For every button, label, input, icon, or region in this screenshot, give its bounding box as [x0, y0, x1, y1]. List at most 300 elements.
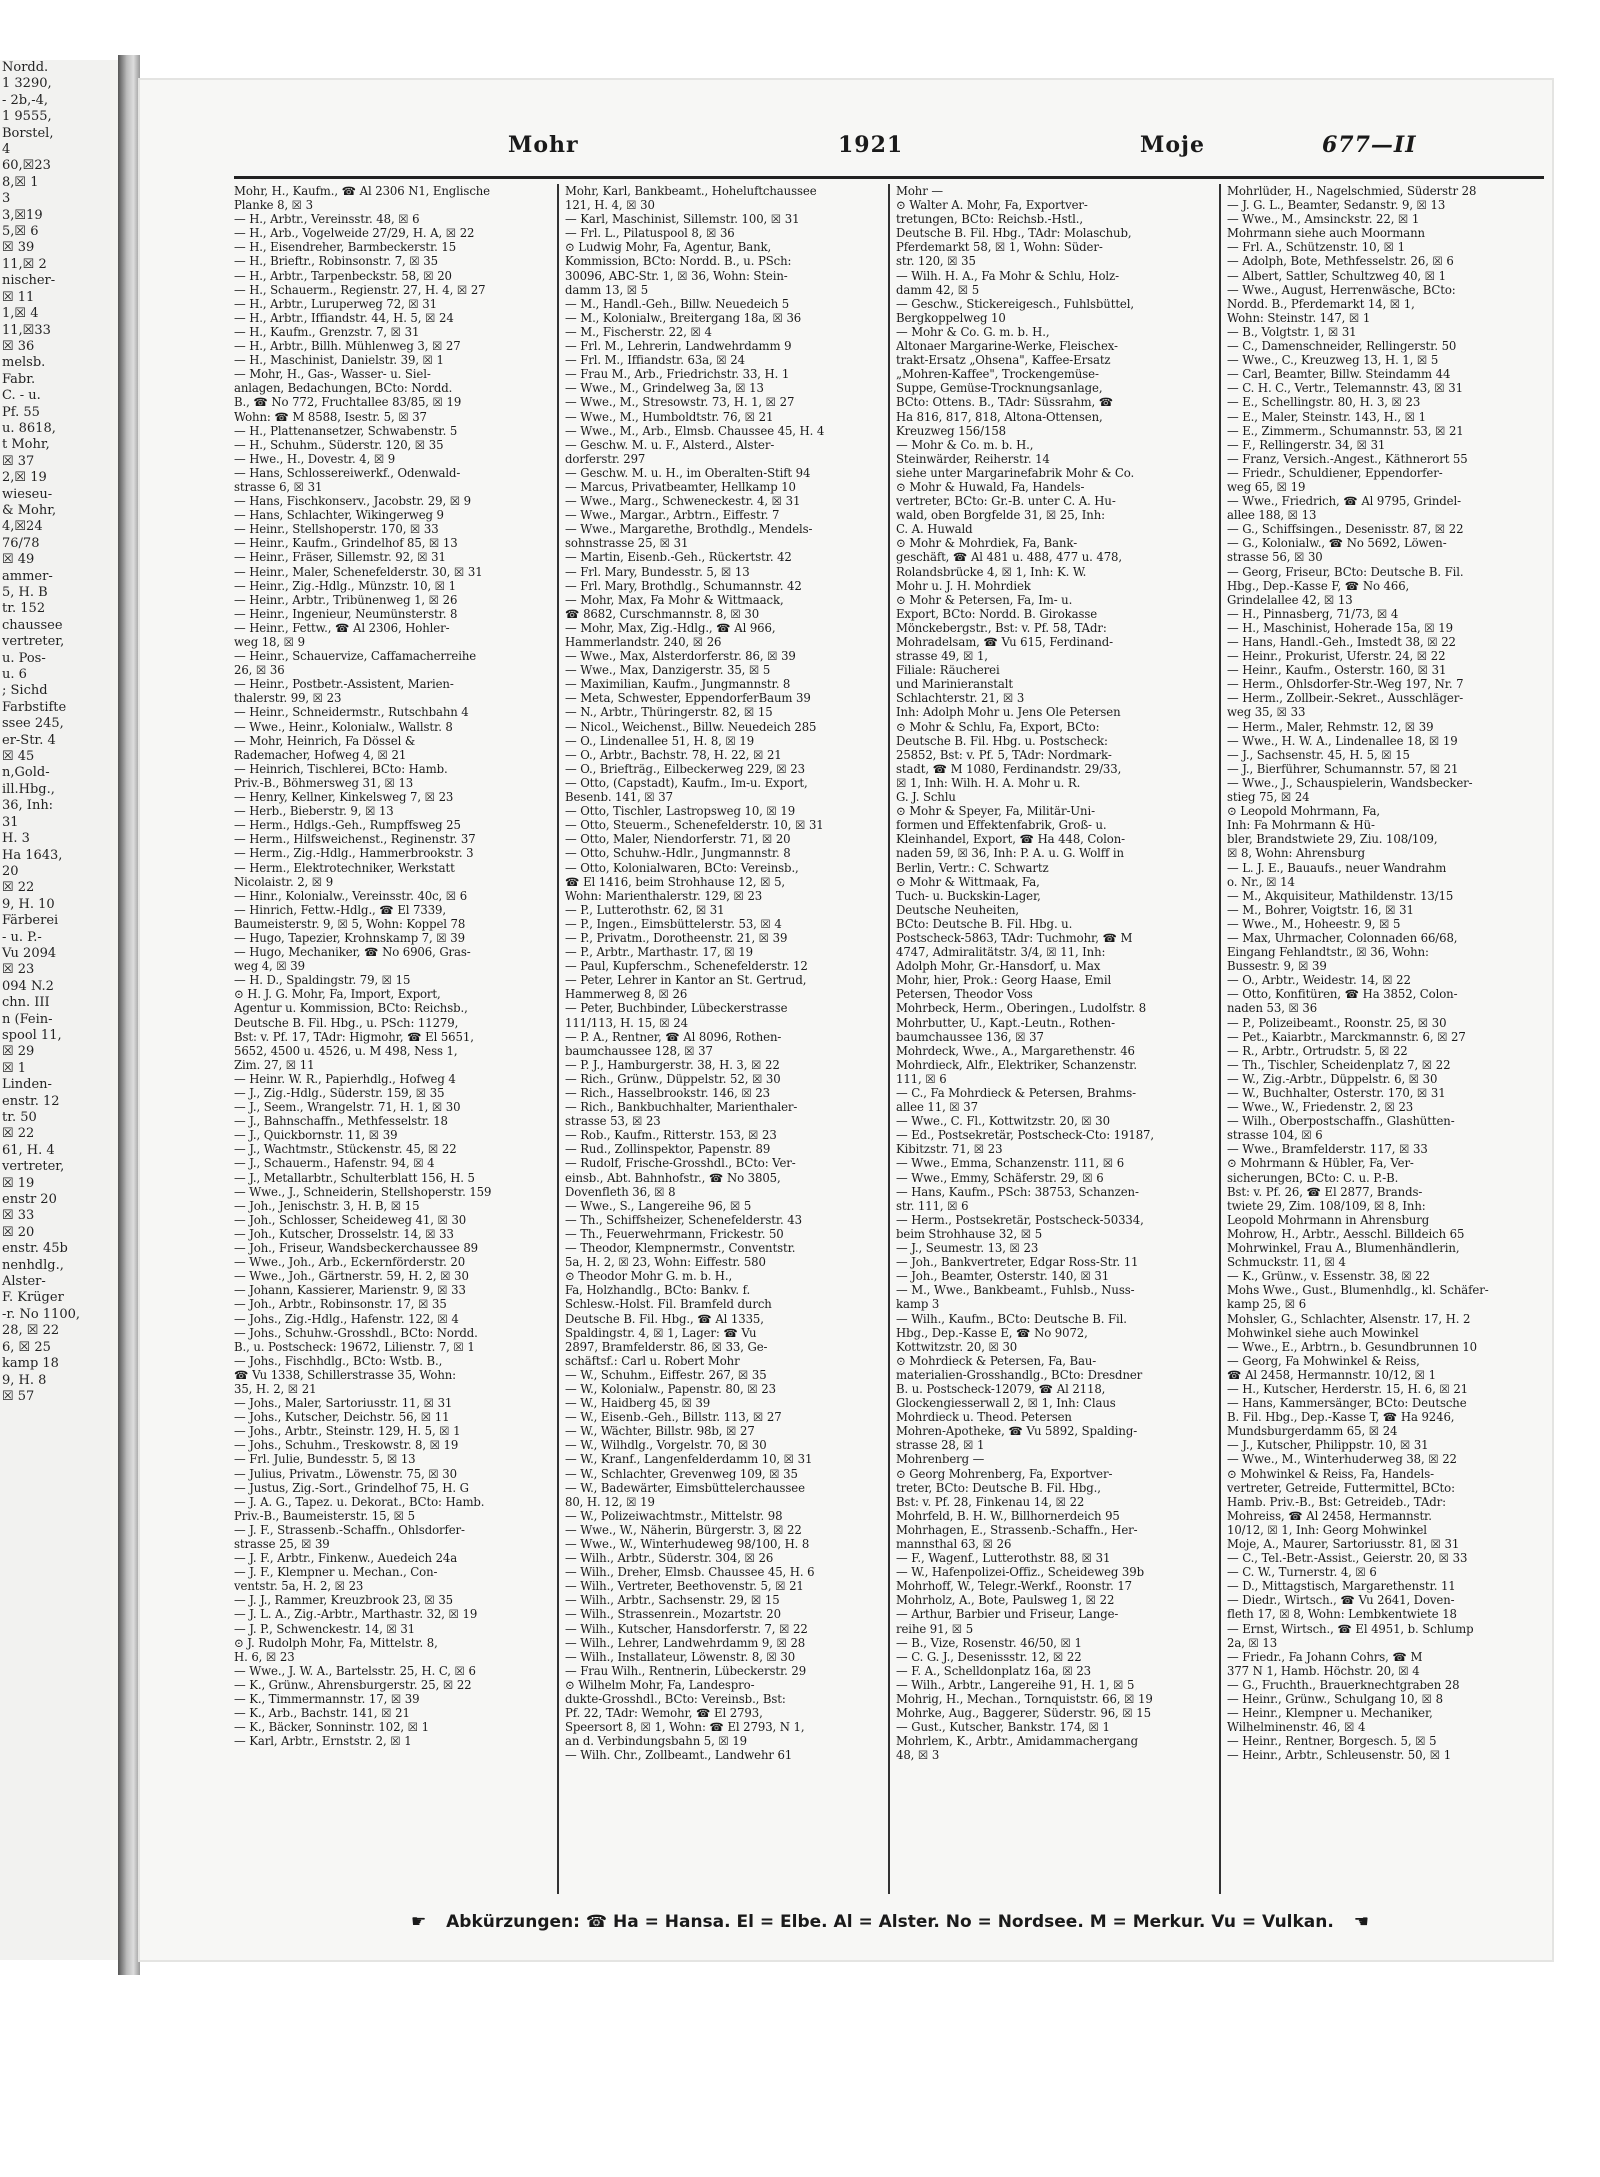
- directory-entry-line: ⊙ Mohr & Huwald, Fa, Handels-: [896, 479, 1085, 494]
- left-page-text-fragment: ☒ 45: [2, 749, 35, 765]
- directory-entry-line: — Herm., Ohlsdorfer-Str.-Weg 197, Nr. 7: [1227, 677, 1464, 692]
- directory-entry-line: — Karl, Maschinist, Sillemstr. 100, ☒ 31: [565, 212, 800, 227]
- directory-entry-line: B., ☎ No 772, Fruchtallee 83/85, ☒ 19: [234, 395, 462, 410]
- directory-entry-line: baumchaussee 128, ☒ 37: [565, 1043, 713, 1058]
- directory-entry-line: — Otto, Kolonialwaren, BCto: Vereinsb.,: [565, 860, 799, 875]
- directory-entry-line: — J. F., Klempner u. Mechan., Con-: [234, 1565, 438, 1580]
- directory-entry-line: — Albert, Sattler, Schultzweg 40, ☒ 1: [1227, 268, 1446, 283]
- directory-entry-line: — Geschw., Stickereigesch., Fuhlsbüttel,: [896, 296, 1135, 311]
- directory-entry-line: — C., Tel.-Betr.-Assist., Geierstr. 20, ☒ 33: [1227, 1551, 1468, 1566]
- left-page-text-fragment: u. 6: [2, 667, 27, 683]
- directory-entry-line: — M., Fischerstr. 22, ☒ 4: [565, 324, 712, 339]
- directory-entry-line: — Wwe., C. Fl., Kottwitzstr. 20, ☒ 30: [896, 1114, 1110, 1129]
- directory-entry-line: 377 N 1, Hamb. Höchstr. 20, ☒ 4: [1227, 1663, 1420, 1678]
- left-page-text-fragment: nischer-: [2, 273, 56, 289]
- directory-entry-line: fleth 17, ☒ 8, Wohn: Lembkentwiete 18: [1227, 1607, 1457, 1622]
- directory-entry-line: ⊙ Georg Mohrenberg, Fa, Exportver-: [896, 1466, 1113, 1481]
- directory-entry-line: Grindelallee 42, ☒ 13: [1227, 592, 1353, 607]
- left-page-text-fragment: ☒ 39: [2, 240, 35, 256]
- directory-entry-line: — Hans, Kammersänger, BCto: Deutsche: [1227, 1396, 1467, 1411]
- left-page-text-fragment: 60,☒23: [2, 158, 51, 174]
- directory-entry-line: — Justus, Zig.-Sort., Grindelhof 75, H. G: [234, 1480, 469, 1495]
- left-page-text-fragment: u. Pos-: [2, 650, 46, 666]
- directory-entry-line: Mohr, hier, Prok.: Georg Haase, Emil: [896, 973, 1112, 988]
- column-divider: [1219, 184, 1221, 1894]
- directory-entry-line: ☎ El 1416, beim Strohhause 12, ☒ 5,: [565, 874, 786, 889]
- directory-entry-line: dukte-Grosshdl., BCto: Vereinsb., Bst:: [565, 1692, 786, 1707]
- directory-entry-line: — Heinr., Schauervize, Caffamacherreihe: [234, 649, 477, 664]
- directory-entry-line: — J., Bierführer, Schumannstr. 57, ☒ 21: [1227, 761, 1459, 776]
- directory-entry-line: — Otto, Schuhw.-Hdlr., Jungmannstr. 8: [565, 846, 791, 861]
- directory-entry-line: 5652, 4500 u. 4526, u. M 498, Ness 1,: [234, 1043, 458, 1058]
- directory-column-3: [896, 184, 1212, 1904]
- directory-entry-line: str. 111, ☒ 6: [896, 1198, 969, 1213]
- directory-entry-line: — Th., Schiffsheizer, Schenefelderstr. 43: [565, 1212, 802, 1227]
- directory-entry-line: — Joh., Bankvertreter, Edgar Ross-Str. 11: [896, 1255, 1139, 1270]
- directory-entry-line: — J. G. L., Beamter, Sedanstr. 9, ☒ 13: [1227, 198, 1446, 213]
- directory-entry-line: B. u. Postscheck-12079, ☎ Al 2118,: [896, 1381, 1106, 1396]
- directory-entry-line: — Hwe., H., Dovestr. 4, ☒ 9: [234, 451, 396, 466]
- directory-entry-line: — Rich., Grünw., Düppelstr. 52, ☒ 30: [565, 1071, 781, 1086]
- directory-entry-line: — E., Schellingstr. 80, H. 3, ☒ 23: [1227, 395, 1421, 410]
- directory-entry-line: — Rich., Bankbuchhalter, Marienthaler-: [565, 1100, 798, 1115]
- directory-entry-line: ventstr. 5a, H. 2, ☒ 23: [234, 1579, 364, 1594]
- left-page-text-fragment: Alster-: [2, 1274, 46, 1290]
- directory-entry-line: — Hugo, Mechaniker, ☎ No 6906, Gras-: [234, 945, 471, 960]
- header-year: 1921: [838, 132, 904, 158]
- directory-entry-line: — J. L. A., Zig.-Arbtr., Marthastr. 32, ☒ 19: [234, 1607, 478, 1622]
- left-page-text-fragment: ☒ 33: [2, 1208, 35, 1224]
- directory-entry-line: — Frl. Mary, Bundesstr. 5, ☒ 13: [565, 564, 750, 579]
- directory-entry-line: — Wilh., Kaufm., BCto: Deutsche B. Fil.: [896, 1311, 1127, 1326]
- directory-entry-line: — W., Eisenb.-Geh., Billstr. 113, ☒ 27: [565, 1410, 782, 1425]
- directory-entry-line: Priv.-B., Baumeisterstr. 15, ☒ 5: [234, 1508, 415, 1523]
- directory-entry-line: — H., Arbtr., Iffiandstr. 44, H. 5, ☒ 24: [234, 310, 454, 325]
- directory-entry-line: Mohr, Karl, Bankbeamt., Hoheluftchaussee: [565, 184, 817, 198]
- directory-entry-line: allee 11, ☒ 37: [896, 1100, 978, 1115]
- directory-entry-line: — Franz, Versich.-Angest., Käthnerort 55: [1227, 451, 1468, 466]
- directory-entry-line: ☎ Al 2458, Hermannstr. 10/12, ☒ 1: [1227, 1367, 1437, 1382]
- directory-entry-line: — P., Privatm., Dorotheenstr. 21, ☒ 39: [565, 930, 788, 945]
- pointing-hand-left-icon: ☛: [410, 1912, 427, 1932]
- directory-entry-line: — Wwe., Joh., Gärtnerstr. 59, H. 2, ☒ 30: [234, 1269, 469, 1284]
- directory-entry-line: Inh: Fa Mohrmann & Hü-: [1227, 818, 1375, 833]
- directory-entry-line: — Wilh., Dreher, Elmsb. Chaussee 45, H. 6: [565, 1565, 815, 1580]
- left-page-text-fragment: n,Gold-: [2, 765, 50, 781]
- left-page-text-fragment: ☒ 23: [2, 962, 35, 978]
- directory-entry-line: — W., Kolonialw., Papenstr. 80, ☒ 23: [565, 1381, 776, 1396]
- directory-entry-line: Hammerlandstr. 240, ☒ 26: [565, 635, 722, 649]
- directory-entry-line: — P., Lutterothstr. 62, ☒ 31: [565, 902, 725, 917]
- directory-entry-line: — W., Hafenpolizei-Offiz., Scheideweg 39b: [896, 1565, 1144, 1580]
- directory-entry-line: Kleinhandel, Export, ☎ Ha 448, Colon-: [896, 832, 1126, 847]
- directory-entry-line: — Rudolf, Frische-Grosshdl., BCto: Ver-: [565, 1156, 796, 1171]
- directory-entry-line: Mohrow, H., Arbtr., Aesschl. Billdeich 65: [1227, 1226, 1465, 1241]
- directory-entry-line: ⊙ Mohr & Schlu, Fa, Export, BCto:: [896, 719, 1100, 734]
- directory-entry-line: Bergkoppelweg 10: [896, 310, 1006, 325]
- directory-entry-line: Kibitzstr. 71, ☒ 23: [896, 1142, 1003, 1157]
- left-page-text-fragment: Borstel,: [2, 125, 54, 141]
- directory-entry-line: — W., Zig.-Arbtr., Düppelstr. 6, ☒ 30: [1227, 1071, 1438, 1086]
- left-page-text-fragment: 9, H. 10: [2, 896, 55, 912]
- directory-entry-line: — Theodor, Klempnermstr., Conventstr.: [565, 1241, 796, 1256]
- directory-entry-line: Mohrholz, A., Bote, Paulsweg 1, ☒ 22: [896, 1593, 1115, 1608]
- directory-entry-line: — B., Vize, Rosenstr. 46/50, ☒ 1: [896, 1635, 1082, 1650]
- directory-entry-line: wald, oben Borgfelde 31, ☒ 25, Inh:: [896, 508, 1105, 523]
- left-page-text-fragment: ☒ 20: [2, 1224, 35, 1240]
- directory-entry-line: Mohrbeck, Herm., Oberingen., Ludolfstr. 8: [896, 1001, 1147, 1016]
- directory-entry-line: — Hinr., Kolonialw., Vereinsstr. 40c, ☒ 6: [234, 888, 468, 903]
- directory-entry-line: Mohrhagen, E., Strassenb.-Schaffn., Her-: [896, 1522, 1138, 1537]
- directory-entry-line: — E., Maler, Steinstr. 143, H., ☒ 1: [1227, 409, 1426, 424]
- directory-entry-line: — J., Schauerm., Hafenstr. 94, ☒ 4: [234, 1156, 435, 1171]
- directory-entry-line: allee 188, ☒ 13: [1227, 508, 1317, 523]
- pointing-hand-right-icon: ☚: [1353, 1912, 1370, 1932]
- directory-page: [140, 80, 1552, 1960]
- left-page-text-fragment: Farbstifte: [2, 699, 67, 715]
- left-page-text-fragment: ill.Hbg.,: [2, 781, 55, 797]
- directory-entry-line: — Mohr, Max, Zig.-Hdlg., ☎ Al 966,: [565, 620, 776, 635]
- directory-entry-line: stadt, ☎ M 1080, Ferdinandstr. 29/33,: [896, 761, 1122, 776]
- directory-entry-line: Mohr —: [896, 184, 943, 198]
- directory-entry-line: str. 120, ☒ 35: [896, 254, 976, 269]
- directory-entry-line: — J., Kutscher, Philippstr. 10, ☒ 31: [1227, 1438, 1429, 1453]
- directory-entry-line: ⊙ Wilhelm Mohr, Fa, Landespro-: [565, 1677, 755, 1692]
- directory-entry-line: — Wwe., Margarethe, Brothdlg., Mendels-: [565, 522, 813, 537]
- directory-entry-line: Rademacher, Hofweg 4, ☒ 21: [234, 747, 407, 762]
- column-divider: [888, 184, 890, 1894]
- directory-entry-line: Steinwärder, Reiherstr. 14: [896, 451, 1050, 466]
- left-page-text-fragment: ssee 245,: [2, 716, 64, 732]
- directory-entry-line: ⊙ Mohr & Speyer, Fa, Militär-Uni-: [896, 804, 1095, 819]
- directory-entry-line: — Heinr., Schneidermstr., Rutschbahn 4: [234, 705, 469, 720]
- directory-entry-line: — R., Arbtr., Ortrudstr. 5, ☒ 22: [1227, 1043, 1408, 1058]
- directory-entry-line: — Geschw. M. u. F., Alsterd., Alster-: [565, 437, 775, 452]
- directory-entry-line: damm 42, ☒ 5: [896, 282, 980, 297]
- directory-entry-line: Planke 8, ☒ 3: [234, 198, 314, 213]
- directory-entry-line: — Herm., Maler, Rehmstr. 12, ☒ 39: [1227, 719, 1434, 734]
- directory-entry-line: — Herm., Zollbeir.-Sekret., Ausschläger-: [1227, 691, 1464, 706]
- directory-entry-line: C. A. Huwald: [896, 522, 973, 537]
- directory-entry-line: kamp 25, ☒ 6: [1227, 1297, 1307, 1312]
- directory-entry-line: — J., Seem., Wrangelstr. 71, H. 1, ☒ 30: [234, 1100, 461, 1115]
- directory-entry-line: damm 13, ☒ 5: [565, 282, 649, 297]
- left-page-text-fragment: Ha 1643,: [2, 847, 63, 863]
- book-binding-gutter: [118, 55, 140, 1975]
- directory-entry-line: Deutsche B. Fil. Hbg., u. PSch: 11279,: [234, 1015, 459, 1030]
- directory-entry-line: — Heinr., Arbtr., Tribünenweg 1, ☒ 26: [234, 592, 458, 607]
- directory-entry-line: 25852, Bst: v. Pf. 5, TAdr: Nordmark-: [896, 747, 1112, 762]
- directory-entry-line: — W., Wilhdlg., Vorgelstr. 70, ☒ 30: [565, 1438, 767, 1453]
- directory-entry-line: ⊙ Mohwinkel & Reiss, Fa, Handels-: [1227, 1466, 1434, 1481]
- directory-entry-line: Eingang Fehlandtstr., ☒ 36, Wohn:: [1227, 945, 1429, 960]
- directory-entry-line: — Frau Wilh., Rentnerin, Lübeckerstr. 29: [565, 1663, 807, 1678]
- directory-entry-line: — H., Kaufm., Grenzstr. 7, ☒ 31: [234, 324, 420, 339]
- directory-entry-line: 111, ☒ 6: [896, 1071, 947, 1086]
- directory-entry-line: Wilhelminenstr. 46, ☒ 4: [1227, 1720, 1366, 1735]
- directory-entry-line: — P., Polizeibeamt., Roonstr. 25, ☒ 30: [1227, 1015, 1447, 1030]
- directory-entry-line: sicherungen, BCto: C. u. P.-B.: [1227, 1170, 1399, 1185]
- left-page-text-fragment: u. 8618,: [2, 420, 56, 436]
- directory-column-2: [565, 184, 881, 1904]
- directory-entry-line: — Heinr., Fettw., ☎ Al 2306, Hohler-: [234, 620, 450, 635]
- directory-entry-line: — Wwe., M., Stresowstr. 73, H. 1, ☒ 27: [565, 395, 795, 410]
- directory-entry-line: trakt-Ersatz „Ohsena", Kaffee-Ersatz: [896, 353, 1111, 368]
- directory-entry-line: — Rud., Zollinspektor, Papenstr. 89: [565, 1142, 771, 1157]
- directory-entry-line: Mohrhoff, W., Telegr.-Werkf., Roonstr. 17: [896, 1579, 1133, 1594]
- left-page-text-fragment: ☒ 22: [2, 880, 35, 896]
- directory-entry-line: — Heinr., Rentner, Borgesch. 5, ☒ 5: [1227, 1734, 1437, 1749]
- left-page-text-fragment: spool 11,: [2, 1027, 62, 1043]
- directory-entry-line: strasse 28, ☒ 1: [896, 1438, 985, 1453]
- directory-entry-line: Besenb. 141, ☒ 37: [565, 790, 673, 805]
- directory-entry-line: „Mohren-Kaffee", Trockengemüse-: [896, 367, 1099, 382]
- directory-entry-line: ⊙ Mohr & Wittmaak, Fa,: [896, 874, 1040, 889]
- directory-entry-line: — Joh., Arbtr., Robinsonstr. 17, ☒ 35: [234, 1297, 447, 1312]
- directory-entry-line: Mohrbutter, U., Kapt.-Leutn., Rothen-: [896, 1015, 1115, 1030]
- abbreviations-text: Abkürzungen: ☎ Ha = Hansa. El = Elbe. Al = Alster. No = Nordsee. M = Merkur. Vu = Vulkan.: [446, 1912, 1334, 1932]
- directory-entry-line: — Adolph, Bote, Methfesselstr. 26, ☒ 6: [1227, 254, 1454, 269]
- directory-entry-line: — G., Schiffsingen., Desenisstr. 87, ☒ 22: [1227, 522, 1464, 537]
- directory-entry-line: anlagen, Bedachungen, BCto: Nordd.: [234, 381, 453, 396]
- directory-entry-line: — Johs., Arbtr., Steinstr. 129, H. 5, ☒ 1: [234, 1424, 461, 1439]
- directory-entry-line: Mohrenberg —: [896, 1452, 985, 1467]
- directory-entry-line: — O., Lindenallee 51, H. 8, ☒ 19: [565, 733, 755, 748]
- left-page-text-fragment: C. - u.: [2, 388, 41, 404]
- directory-entry-line: weg 18, ☒ 9: [234, 635, 305, 649]
- directory-entry-line: — Georg, Friseur, BCto: Deutsche B. Fil.: [1227, 564, 1464, 579]
- directory-entry-line: — H., Schauerm., Regienstr. 27, H. 4, ☒ 27: [234, 282, 486, 297]
- directory-entry-line: — Wwe., C., Kreuzweg 13, H. 1, ☒ 5: [1227, 353, 1439, 368]
- directory-entry-line: — Heinr., Arbtr., Schleusenstr. 50, ☒ 1: [1227, 1748, 1452, 1763]
- directory-entry-line: — Wwe., J., Schauspielerin, Wandsbecker-: [1227, 775, 1473, 790]
- directory-entry-line: — H., Arbtr., Luruperweg 72, ☒ 31: [234, 296, 437, 311]
- directory-entry-line: — Heinr., Prokurist, Uferstr. 24, ☒ 22: [1227, 649, 1446, 664]
- directory-entry-line: — N., Arbtr., Thüringerstr. 82, ☒ 15: [565, 705, 773, 720]
- directory-entry-line: — Wwe., Max, Alsterdorferstr. 86, ☒ 39: [565, 649, 796, 664]
- directory-entry-line: — Johs., Schuhw.-Grosshdl., BCto: Nordd.: [234, 1325, 478, 1340]
- directory-entry-line: vertreter, Getreide, Futtermittel, BCto:: [1227, 1480, 1455, 1495]
- left-page-text-fragment: Fabr.: [2, 371, 36, 387]
- left-page-text-fragment: enstr 20: [2, 1192, 57, 1208]
- directory-entry-line: — H., Maschinist, Hoherade 15a, ☒ 19: [1227, 620, 1453, 635]
- directory-entry-line: — Wilh., Kutscher, Hansdorferstr. 7, ☒ 22: [565, 1621, 808, 1636]
- directory-entry-line: G. J. Schlu: [896, 790, 956, 805]
- directory-entry-line: Bst: v. Pf. 26, ☎ El 2877, Brands-: [1227, 1184, 1423, 1199]
- directory-entry-line: 35, H. 2, ☒ 21: [234, 1381, 317, 1396]
- directory-entry-line: — Wilh., Arbtr., Süderstr. 304, ☒ 26: [565, 1551, 774, 1566]
- directory-entry-line: — Otto, Tischler, Lastropsweg 10, ☒ 19: [565, 804, 796, 819]
- left-page-text-fragment: wieseu-: [2, 486, 53, 502]
- left-page-text-fragment: 1 9555,: [2, 109, 52, 125]
- directory-entry-line: — Geschw. M. u. H., im Oberalten-Stift 94: [565, 465, 811, 480]
- directory-entry-line: — Herm., Hdlgs.-Geh., Rumpffsweg 25: [234, 818, 461, 833]
- directory-entry-line: Postscheck-5863, TAdr: Tuchmohr, ☎ M: [896, 930, 1133, 945]
- directory-entry-line: — Wwe., W., Winterhudeweg 98/100, H. 8: [565, 1537, 810, 1551]
- directory-entry-line: — J. A. G., Tapez. u. Dekorat., BCto: Hamb.: [234, 1494, 485, 1509]
- directory-entry-line: — Marcus, Privatbeamter, Hellkamp 10: [565, 479, 796, 494]
- left-page-text-fragment: enstr. 12: [2, 1093, 60, 1109]
- directory-entry-line: — Wwe., W., Friedenstr. 2, ☒ 23: [1227, 1100, 1414, 1115]
- directory-entry-line: reihe 91, ☒ 5: [896, 1621, 974, 1636]
- directory-entry-line: — Hans, Schlossereiwerkf., Odenwald-: [234, 465, 461, 480]
- directory-entry-line: — D., Mittagstisch, Margarethenstr. 11: [1227, 1579, 1456, 1594]
- directory-entry-line: Deutsche B. Fil. Hbg., TAdr: Molaschub,: [896, 226, 1132, 241]
- directory-entry-line: Petersen, Theodor Voss: [896, 987, 1033, 1002]
- directory-entry-line: bler, Brandstwiete 29, Ziu. 108/109,: [1227, 832, 1438, 847]
- left-page-text-fragment: 31: [2, 814, 19, 830]
- directory-entry-line: — H., Arbtr., Vereinsstr. 48, ☒ 6: [234, 212, 420, 227]
- directory-entry-line: — Otto, (Capstadt), Kaufm., Im-u. Export,: [565, 775, 808, 790]
- directory-entry-line: — H. D., Spaldingstr. 79, ☒ 15: [234, 973, 411, 988]
- header-page-number: 677—II: [1322, 132, 1417, 158]
- directory-entry-line: — Wwe., Emmy, Schäferstr. 29, ☒ 6: [896, 1170, 1104, 1185]
- directory-entry-line: — Heinrich, Tischlerei, BCto: Hamb.: [234, 761, 448, 776]
- directory-entry-line: strasse 53, ☒ 23: [565, 1114, 661, 1129]
- directory-entry-line: einsb., Abt. Bahnhofstr., ☎ No 3805,: [565, 1170, 781, 1185]
- directory-entry-line: — Henry, Kellner, Kinkelsweg 7, ☒ 23: [234, 790, 454, 805]
- directory-entry-line: Mohreiss, ☎ Al 2458, Hermannstr.: [1227, 1508, 1432, 1523]
- directory-entry-line: — Herm., Hilfsweichenst., Reginenstr. 37: [234, 832, 476, 847]
- left-page-text-fragment: 36, Inh:: [2, 798, 54, 814]
- directory-entry-line: — M., Akquisiteur, Mathildenstr. 13/15: [1227, 888, 1454, 903]
- left-page-text-fragment: 5, H. B: [2, 585, 48, 600]
- directory-entry-line: — P., Arbtr., Marthastr. 17, ☒ 19: [565, 945, 753, 960]
- directory-entry-line: 26, ☒ 36: [234, 663, 285, 678]
- directory-entry-line: — Frl. A., Schützenstr. 10, ☒ 1: [1227, 240, 1406, 255]
- directory-entry-line: thalerstr. 99, ☒ 23: [234, 691, 342, 706]
- left-page-text-fragment: chn. III: [2, 995, 50, 1011]
- directory-entry-line: — O., Arbtr., Weidestr. 14, ☒ 22: [1227, 973, 1411, 988]
- directory-entry-line: Baumeisterstr. 9, ☒ 5, Wohn: Koppel 78: [234, 916, 466, 931]
- directory-entry-line: ⊙ Theodor Mohr G. m. b. H.,: [565, 1269, 733, 1284]
- left-page-text-fragment: -r. No 1100,: [2, 1306, 80, 1322]
- directory-entry-line: Schmuckstr. 11, ☒ 4: [1227, 1255, 1346, 1270]
- directory-entry-line: beim Strohhause 32, ☒ 5: [896, 1226, 1043, 1241]
- directory-entry-line: weg 4, ☒ 39: [234, 959, 305, 974]
- directory-entry-line: — M., Bohrer, Voigtstr. 16, ☒ 31: [1227, 902, 1414, 917]
- directory-entry-line: schäftsf.: Carl u. Robert Mohr: [565, 1353, 740, 1368]
- directory-entry-line: Schlesw.-Holst. Fil. Bramfeld durch: [565, 1297, 772, 1312]
- directory-entry-line: Mohrig, H., Mechan., Tornquiststr. 66, ☒ 19: [896, 1692, 1153, 1707]
- directory-entry-line: Suppe, Gemüse-Trocknungsanlage,: [896, 381, 1103, 396]
- directory-entry-line: — Heinr., Ingenieur, Neumünsterstr. 8: [234, 606, 458, 621]
- directory-entry-line: Wohn: Steinstr. 147, ☒ 1: [1227, 310, 1371, 325]
- directory-entry-line: Wohn: ☎ M 8588, Isestr. 5, ☒ 37: [234, 409, 427, 424]
- directory-entry-line: — Heinr., Kaufm., Osterstr. 160, ☒ 31: [1227, 663, 1447, 678]
- directory-entry-line: — Joh., Schlosser, Scheideweg 41, ☒ 30: [234, 1212, 467, 1227]
- directory-entry-line: Kottwitzstr. 20, ☒ 30: [896, 1339, 1018, 1354]
- directory-entry-line: — Herm., Elektrotechniker, Werkstatt: [234, 860, 455, 875]
- page-header: [140, 132, 1552, 172]
- directory-entry-line: strasse 104, ☒ 6: [1227, 1128, 1323, 1143]
- directory-entry-line: — Wwe., Friedrich, ☎ Al 9795, Grindel-: [1227, 494, 1461, 509]
- directory-entry-line: 4747, Admiralitätstr. 3/4, ☒ 11, Inh:: [896, 945, 1106, 960]
- directory-entry-line: Hamb. Priv.-B., Bst: Getreideb., TAdr:: [1227, 1494, 1446, 1509]
- directory-entry-line: — Heinr., Postbetr.-Assistent, Marien-: [234, 677, 454, 692]
- directory-entry-line: — Wilh., Oberpostschaffn., Glashütten-: [1227, 1114, 1455, 1129]
- left-page-text-fragment: 61, H. 4: [2, 1142, 55, 1158]
- left-page-text-fragment: ☒ 57: [2, 1388, 35, 1404]
- directory-entry-line: — M., Wwe., Bankbeamt., Fuhlsb., Nuss-: [896, 1283, 1135, 1298]
- directory-entry-line: Agentur u. Kommission, BCto: Reichsb.,: [234, 1001, 468, 1016]
- directory-entry-line: — Hans, Handl.-Geh., Imstedt 38, ☒ 22: [1227, 635, 1456, 649]
- directory-entry-line: Ha 816, 817, 818, Altona-Ottensen,: [896, 409, 1103, 424]
- directory-entry-line: sohnstrasse 25, ☒ 31: [565, 536, 689, 551]
- directory-entry-line: — Mohr & Co. m. b. H.,: [896, 437, 1034, 452]
- directory-entry-line: — W., Wächter, Billstr. 98b, ☒ 27: [565, 1424, 755, 1439]
- directory-entry-line: — P. A., Rentner, ☎ Al 8096, Rothen-: [565, 1029, 782, 1044]
- left-page-text-fragment: ☒ 11: [2, 289, 35, 305]
- directory-entry-line: — H., Pinnasberg, 71/73, ☒ 4: [1227, 606, 1399, 621]
- directory-entry-line: Adolph Mohr, Gr.-Hansdorf, u. Max: [896, 959, 1101, 974]
- directory-entry-line: treter, BCto: Deutsche B. Fil. Hbg.,: [896, 1480, 1101, 1495]
- directory-entry-line: Priv.-B., Böhmersweg 31, ☒ 13: [234, 775, 414, 790]
- directory-entry-line: — Rob., Kaufm., Ritterstr. 153, ☒ 23: [565, 1128, 777, 1143]
- left-page-text-fragment: ☒ 29: [2, 1044, 35, 1060]
- directory-entry-line: — Maximilian, Kaufm., Jungmannstr. 8: [565, 677, 791, 692]
- directory-entry-line: tretungen, BCto: Reichsb.-Hstl.,: [896, 212, 1083, 227]
- directory-entry-line: 2a, ☒ 13: [1227, 1635, 1278, 1650]
- directory-entry-line: — H., Arbtr., Billh. Mühlenweg 3, ☒ 27: [234, 339, 461, 354]
- directory-entry-line: ⊙ Mohr & Mohrdiek, Fa, Bank-: [896, 536, 1078, 551]
- directory-entry-line: — Wwe., S., Langereihe 96, ☒ 5: [565, 1198, 752, 1213]
- directory-entry-line: ⊙ J. Rudolph Mohr, Fa, Mittelstr. 8,: [234, 1635, 438, 1650]
- abbreviations-footer: [290, 1912, 1490, 1940]
- directory-entry-line: — Johs., Schuhm., Treskowstr. 8, ☒ 19: [234, 1438, 459, 1453]
- directory-entry-line: ☒ 1, Inh: Wilh. H. A. Mohr u. R.: [896, 775, 1081, 790]
- directory-entry-line: Mohrlem, K., Arbtr., Amidammachergang: [896, 1734, 1138, 1749]
- directory-entry-line: — Frl. L., Pilatuspool 8, ☒ 36: [565, 226, 735, 241]
- directory-entry-line: — Wwe., M., Winterhuderweg 38, ☒ 22: [1227, 1452, 1457, 1467]
- directory-entry-line: — Wwe., M., Grindelweg 3a, ☒ 13: [565, 381, 764, 396]
- left-page-text-fragment: 094 N.2: [2, 978, 54, 994]
- left-page-text-fragment: H. 3: [2, 831, 30, 847]
- left-page-text-fragment: 76/78: [2, 535, 40, 551]
- directory-entry-line: kamp 3: [896, 1297, 940, 1312]
- left-page-text-fragment: 1 3290,: [2, 76, 52, 92]
- directory-entry-line: baumchaussee 136, ☒ 37: [896, 1029, 1044, 1044]
- left-facing-page-fragment: [0, 60, 126, 1960]
- directory-entry-line: Mohwinkel siehe auch Mowinkel: [1227, 1325, 1419, 1340]
- directory-entry-line: — Joh., Kutscher, Drosselstr. 14, ☒ 33: [234, 1226, 454, 1241]
- left-page-text-fragment: Linden-: [2, 1077, 52, 1093]
- directory-entry-line: — Karl, Arbtr., Ernststr. 2, ☒ 1: [234, 1734, 412, 1749]
- directory-entry-line: — H., Plattenansetzer, Schwabenstr. 5: [234, 423, 458, 438]
- directory-entry-line: — C., Damenschneider, Rellingerstr. 50: [1227, 339, 1457, 354]
- directory-entry-line: ⊙ H. J. G. Mohr, Fa, Import, Export,: [234, 987, 441, 1002]
- directory-entry-line: strasse 56, ☒ 30: [1227, 550, 1323, 565]
- left-page-text-fragment: chaussee: [2, 617, 63, 633]
- directory-entry-line: Kommission, BCto: Nordd. B., u. PSch:: [565, 254, 792, 269]
- directory-entry-line: materialien-Grosshandlg., BCto: Dresdner: [896, 1367, 1143, 1382]
- directory-entry-line: 2897, Bramfelderstr. 86, ☒ 33, Ge-: [565, 1339, 768, 1354]
- directory-entry-line: Mohrdieck u. Theod. Petersen: [896, 1410, 1072, 1425]
- directory-entry-line: — Joh., Jenischstr. 3, H. B, ☒ 15: [234, 1198, 420, 1213]
- left-page-text-fragment: 2,☒ 19: [2, 470, 47, 486]
- directory-entry-line: — Heinr., Grünw., Schulgang 10, ☒ 8: [1227, 1692, 1443, 1707]
- left-page-text-fragment: Färberei: [2, 913, 59, 929]
- directory-entry-line: strasse 49, ☒ 1,: [896, 649, 988, 664]
- directory-entry-line: Nicolaistr. 2, ☒ 9: [234, 874, 334, 889]
- directory-entry-line: — Wwe., J., Schneiderin, Stellshoperstr. 159: [234, 1184, 492, 1199]
- directory-entry-line: — Johs., Maler, Sartoriusstr. 11, ☒ 31: [234, 1396, 453, 1411]
- directory-entry-line: Glockengiesserwall 2, ☒ 1, Inh: Claus: [896, 1396, 1116, 1411]
- directory-entry-line: — P., Ingen., Eimsbüttelerstr. 53, ☒ 4: [565, 916, 782, 931]
- directory-entry-line: Nordd. B., Pferdemarkt 14, ☒ 1,: [1227, 296, 1415, 311]
- directory-entry-line: — Diedr., Wirtsch., ☎ Vu 2641, Doven-: [1227, 1593, 1455, 1608]
- directory-entry-line: 10/12, ☒ 1, Inh: Georg Mohwinkel: [1227, 1522, 1427, 1537]
